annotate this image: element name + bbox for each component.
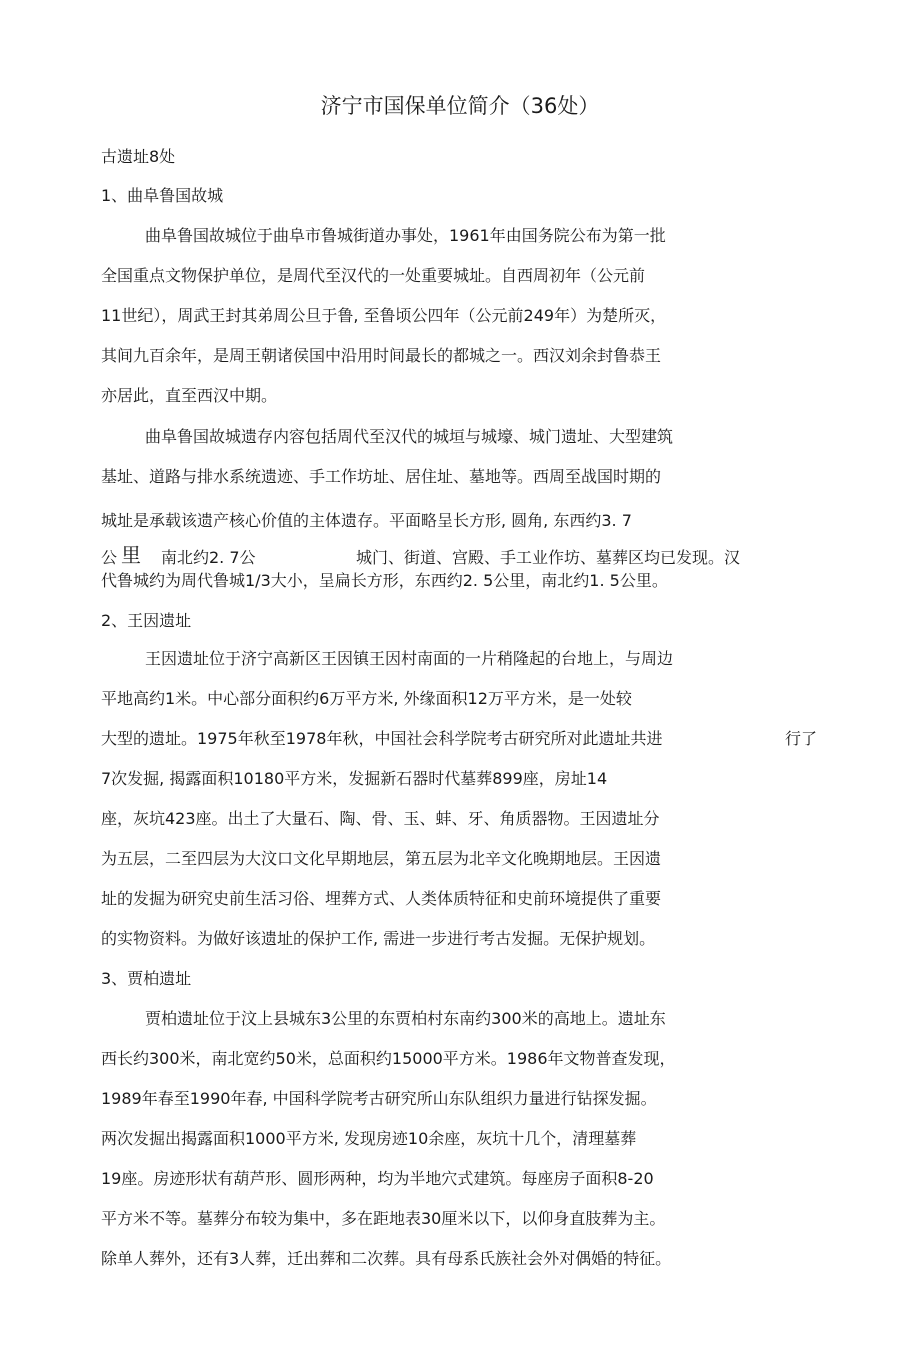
paragraph-line: 座，灰坑423座。出土了大量石、陶、骨、玉、蚌、牙、角质器物。王因遗址分 — [101, 809, 660, 828]
paragraph-line: 两次发掘出揭露面积1000平方米, 发现房迹10余座，灰坑十几个，清理墓葬 — [101, 1129, 637, 1148]
paragraph-line: 的实物资料。为做好该遗址的保护工作, 需进一步进行考古发掘。无保护规划。 — [101, 929, 656, 948]
paragraph-line: 亦居此，直至西汉中期。 — [101, 386, 278, 405]
paragraph-line: 曲阜鲁国故城遗存内容包括周代至汉代的城垣与城壕、城门遗址、大型建筑 — [145, 427, 674, 446]
paragraph-fragment: 里 — [121, 543, 141, 567]
page-title: 济宁市国保单位简介（36处） — [320, 94, 600, 118]
paragraph-fragment: 行了 — [785, 729, 818, 748]
category-heading: 古遗址8处 — [101, 147, 176, 166]
paragraph-line: 西长约300米，南北宽约50米，总面积约15000平方米。1986年文物普查发现， — [101, 1049, 676, 1068]
paragraph-line: 除单人葬外，还有3人葬，迁出葬和二次葬。具有母系氏族社会外对偶婚的特征。 — [101, 1249, 672, 1268]
section-heading: 1、曲阜鲁国故城 — [101, 186, 224, 205]
paragraph-line: 大型的遗址。1975年秋至1978年秋，中国社会科学院考古研究所对此遗址共进 — [101, 729, 663, 748]
paragraph-line: 平方米不等。墓葬分布较为集中，多在距地表30厘米以下，以仰身直肢葬为主。 — [101, 1209, 666, 1228]
paragraph-fragment: 城门、街道、宫殿、手工业作坊、墓葬区均已发现。汉 — [356, 548, 741, 567]
paragraph-line: 曲阜鲁国故城位于曲阜市鲁城街道办事处，1961年由国务院公布为第一批 — [145, 226, 666, 245]
paragraph-line: 7次发掘, 揭露面积10180平方米，发掘新石器时代墓葬899座，房址14 — [101, 769, 608, 788]
paragraph-line: 19座。房迹形状有葫芦形、圆形两种，均为半地穴式建筑。每座房子面积8-20 — [101, 1169, 654, 1188]
paragraph-line: 基址、道路与排水系统遗迹、手工作坊址、居住址、墓地等。西周至战国时期的 — [101, 467, 662, 486]
paragraph-fragment: 南北约2. 7公 — [161, 548, 256, 567]
paragraph-line: 其间九百余年，是周王朝诸侯国中沿用时间最长的都城之一。西汉刘余封鲁恭王 — [101, 346, 662, 365]
paragraph-line: 贾柏遗址位于汶上县城东3公里的东贾柏村东南约300米的高地上。遗址东 — [145, 1009, 666, 1028]
paragraph-line: 城址是承载该遗产核心价值的主体遗存。平面略呈长方形, 圆角, 东西约3. 7 — [101, 511, 632, 530]
paragraph-line: 王因遗址位于济宁高新区王因镇王因村南面的一片稍隆起的台地上，与周边 — [145, 649, 674, 668]
paragraph-line: 1989年春至1990年春, 中国科学院考古研究所山东队组织力量进行钻探发掘。 — [101, 1089, 657, 1108]
section-heading: 2、王因遗址 — [101, 611, 192, 630]
paragraph-fragment: 公 — [101, 548, 118, 567]
paragraph-line: 址的发掘为研究史前生活习俗、埋葬方式、人类体质特征和史前环境提供了重要 — [101, 889, 662, 908]
paragraph-line: 全国重点文物保护单位，是周代至汉代的一处重要城址。自西周初年（公元前 — [101, 266, 646, 285]
paragraph-line: 11世纪），周武王封其弟周公旦于鲁, 至鲁顷公四年（公元前249年）为楚所灭， — [101, 306, 667, 325]
section-heading: 3、贾柏遗址 — [101, 969, 192, 988]
paragraph-line: 为五层，二至四层为大汶口文化早期地层，第五层为北辛文化晚期地层。王因遗 — [101, 849, 662, 868]
paragraph-line: 代鲁城约为周代鲁城1/3大小，呈扁长方形，东西约2. 5公里，南北约1. 5公里。 — [101, 571, 668, 590]
paragraph-line: 平地高约1米。中心部分面积约6万平方米, 外缘面积12万平方米，是一处较 — [101, 689, 632, 708]
